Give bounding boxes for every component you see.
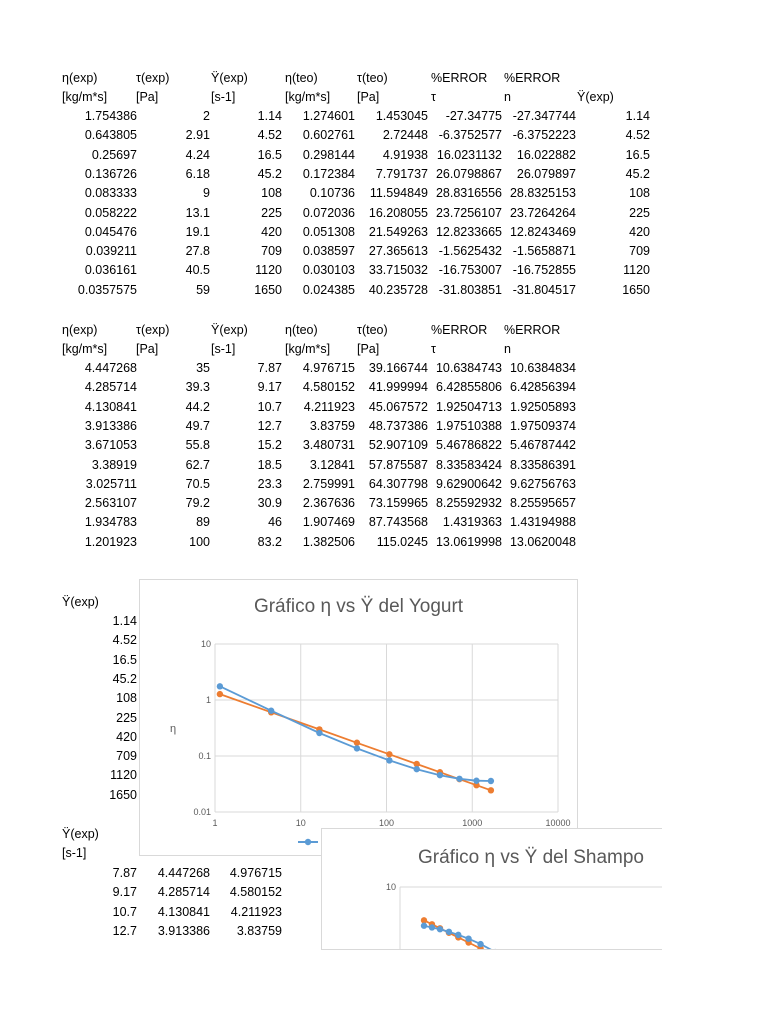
x-tick-label: 100	[378, 818, 395, 828]
table-cell: 1.92504713	[435, 399, 502, 414]
table-cell: 225	[629, 205, 650, 220]
table-cell: 4.130841	[157, 904, 210, 919]
table-cell: 6.42856394	[509, 380, 576, 395]
table-cell: 1.4319363	[442, 515, 502, 530]
table-cell: 1.14	[257, 109, 282, 123]
table-cell: 3.913386	[157, 923, 210, 938]
table-cell: 7.791737	[375, 166, 428, 181]
yogurt-chart-plot	[140, 580, 577, 855]
table-cell: 35	[196, 361, 210, 375]
table-cell: 0.024385	[302, 282, 355, 297]
table-cell: 59	[196, 282, 210, 297]
table-cell: 709	[116, 749, 137, 764]
column-header: τ(teo)	[357, 323, 388, 337]
table-cell: 225	[116, 710, 137, 725]
table-cell: 23.7264264	[509, 205, 576, 220]
y-tick-label: 1	[205, 695, 211, 705]
table-cell: 0.172384	[302, 166, 355, 181]
table-cell: 10.6384743	[435, 361, 502, 375]
table-cell: 0.039211	[85, 244, 137, 259]
exp-series-point	[217, 683, 223, 689]
column-header: Ÿ(exp)	[211, 71, 248, 85]
table-cell: 83.2	[257, 534, 282, 549]
table-cell: 0.25697	[91, 147, 137, 162]
unit-header: τ	[431, 342, 436, 356]
table-cell: 3.480731	[302, 438, 355, 453]
table-cell: 79.2	[185, 496, 210, 511]
table-cell: 4.580152	[302, 380, 355, 395]
table-cell: 3.83759	[309, 418, 355, 433]
y-tick-label: 10	[385, 882, 396, 892]
table-cell: 3.12841	[309, 457, 355, 472]
table-cell: 48.737386	[368, 418, 428, 433]
table-cell: 4.447268	[84, 361, 137, 375]
table-cell: 4.52	[625, 128, 650, 143]
table-cell: 420	[629, 224, 650, 239]
table-cell: 2.367636	[302, 496, 355, 511]
table-cell: 100	[189, 534, 210, 549]
y-axis-label: η	[169, 723, 177, 735]
table-cell: 1.92505893	[509, 399, 576, 414]
table-cell: 45.2	[257, 166, 282, 181]
table-cell: 16.0231132	[436, 147, 502, 162]
table-cell: 89	[196, 515, 210, 530]
table-cell: 108	[116, 691, 137, 706]
column-header: %ERROR	[431, 323, 488, 337]
table-cell: 2.91	[185, 128, 210, 143]
table-cell: 30.9	[257, 496, 282, 511]
column-header: η(teo)	[285, 71, 318, 85]
unit-header: [kg/m*s]	[285, 90, 331, 104]
table-cell: 6.42855806	[435, 380, 502, 395]
table-cell: 1.14	[112, 614, 137, 628]
teo-series-line	[424, 920, 547, 949]
table-cell: 6.18	[185, 166, 210, 181]
table-cell: 3.671053	[84, 438, 137, 453]
exp-series-point	[465, 935, 471, 941]
column-header: τ(teo)	[357, 71, 388, 85]
table-cell: 26.0798867	[435, 166, 502, 181]
legend-exp-marker	[305, 839, 311, 845]
table-cell: 0.036161	[84, 263, 137, 278]
table-cell: -6.3752223	[512, 128, 576, 143]
table-cell: 1.907469	[302, 515, 355, 530]
table-cell: 4.91938	[382, 147, 428, 162]
x-tick-label: 10	[295, 818, 306, 828]
table-cell: 55.8	[185, 438, 210, 453]
table-cell: -31.804517	[512, 282, 576, 297]
table-cell: 16.022882	[516, 147, 576, 162]
table-cell: 62.7	[185, 457, 210, 472]
table-cell: 16.5	[625, 147, 650, 162]
table-cell: 3.83759	[236, 923, 282, 938]
table-cell: -1.5625432	[438, 244, 502, 259]
table-cell: 27.365613	[368, 244, 428, 259]
table-cell: 1.97509374	[509, 418, 576, 433]
table-cell: 0.298144	[302, 147, 355, 162]
column-header: η(exp)	[62, 71, 98, 85]
table-cell: 0.045476	[84, 224, 137, 239]
table-cell: 1120	[110, 768, 137, 783]
y-tick-label: 0.01	[193, 807, 211, 817]
teo-series-point	[386, 751, 392, 757]
table-cell: 19.1	[185, 224, 210, 239]
table-cell: 9	[203, 186, 210, 201]
table-cell: 39.3	[185, 380, 210, 395]
column-header: Ÿ(exp)	[211, 323, 248, 337]
unit-header: [Pa]	[136, 90, 159, 104]
table-cell: 1120	[255, 263, 282, 278]
table-cell: 16.5	[112, 652, 137, 667]
table-cell: -6.3752577	[438, 128, 502, 143]
table-cell: 87.743568	[368, 515, 428, 530]
table-cell: 12.7	[257, 418, 282, 433]
table-cell: 4.285714	[84, 380, 137, 395]
table-cell: 1.382506	[302, 534, 355, 549]
exp-series-point	[354, 745, 360, 751]
table-cell: 2.563107	[84, 496, 137, 511]
table-cell: 1.43194988	[509, 515, 576, 530]
table-cell: 8.33586391	[509, 457, 576, 472]
table-cell: 41.999994	[368, 380, 428, 395]
y-tick-label: 10	[200, 639, 211, 649]
table-cell: 28.8325153	[509, 186, 576, 201]
teo-series-point	[488, 787, 494, 793]
table-cell: 4.52	[257, 128, 282, 143]
table-cell: 12.8233665	[435, 224, 502, 239]
unit-header: [s-1]	[62, 846, 87, 860]
exp-series-point	[455, 932, 461, 938]
chart-title: Gráfico η vs Ÿ del Shampo	[418, 847, 644, 868]
table-cell: 5.46787442	[509, 438, 576, 453]
table-cell: 4.211923	[230, 904, 282, 919]
table-cell: 2.72448	[382, 128, 428, 143]
table-cell: 1.453045	[375, 109, 428, 123]
table-cell: 26.079897	[516, 166, 576, 181]
table-cell: 49.7	[185, 418, 210, 433]
table-cell: 45.2	[112, 671, 137, 686]
table-cell: 8.33583424	[435, 457, 502, 472]
table-cell: 3.913386	[84, 418, 137, 433]
table-cell: 46	[268, 515, 282, 530]
table-cell: 1.934783	[84, 515, 137, 530]
table-cell: 0.136726	[84, 166, 137, 181]
table-cell: 11.594849	[369, 186, 428, 201]
chart-title: Gráfico η vs Ÿ del Yogurt	[253, 596, 464, 617]
table-cell: -1.5658871	[512, 244, 576, 259]
x-tick-label: 1	[212, 818, 218, 828]
table-cell: 4.976715	[302, 361, 355, 375]
table-cell: 27.8	[185, 244, 210, 259]
exp-series-point	[386, 757, 392, 763]
table-cell: 44.2	[185, 399, 210, 414]
unit-header: Ÿ(exp)	[577, 90, 614, 104]
table-cell: -27.34775	[445, 109, 502, 123]
table-cell: 15.2	[257, 438, 282, 453]
yogurt-chart[interactable]	[139, 579, 578, 856]
table-cell: 115.0245	[376, 534, 428, 549]
column-header: Ÿ(exp)	[62, 595, 99, 609]
exp-series-point	[429, 924, 435, 930]
table-cell: 4.580152	[229, 885, 282, 900]
table-cell: 9.17	[257, 380, 282, 395]
table-cell: 420	[116, 729, 137, 744]
table-cell: 18.5	[257, 457, 282, 472]
table-cell: 23.3	[257, 476, 282, 491]
unit-header: [Pa]	[357, 90, 380, 104]
x-tick-label: 10000	[545, 818, 571, 828]
table-cell: 1650	[254, 282, 282, 297]
table-cell: 1.754386	[84, 109, 137, 123]
table-cell: 7.87	[112, 866, 137, 880]
table-cell: 28.8316556	[435, 186, 502, 201]
table-cell: 8.25595657	[509, 496, 576, 511]
unit-header: [kg/m*s]	[285, 342, 331, 356]
table-cell: 0.072036	[302, 205, 355, 220]
table-cell: 1650	[109, 787, 137, 802]
table-cell: 108	[629, 186, 650, 201]
table-cell: -31.803851	[438, 282, 502, 297]
table-cell: 709	[629, 244, 650, 259]
table-cell: 0.0357575	[77, 282, 137, 297]
table-cell: 23.7256107	[435, 205, 502, 220]
exp-series-point	[437, 772, 443, 778]
table-cell: 8.25592932	[435, 496, 502, 511]
exp-series-point	[477, 941, 483, 947]
table-cell: 1650	[622, 282, 650, 297]
table-cell: 2	[203, 109, 210, 123]
table-cell: 9.62756763	[509, 476, 576, 491]
table-cell: 21.549263	[368, 224, 428, 239]
unit-header: [kg/m*s]	[62, 90, 108, 104]
unit-header: [s-1]	[211, 342, 236, 356]
shampoo-chart[interactable]	[321, 828, 662, 950]
table-cell: 7.87	[257, 361, 282, 375]
unit-header: n	[504, 342, 511, 356]
table-cell: 9.62900642	[435, 476, 502, 491]
table-cell: 0.10736	[309, 186, 355, 201]
table-cell: 45.2	[625, 166, 650, 181]
table-cell: 1.97510388	[435, 418, 502, 433]
table-cell: 1.14	[625, 109, 650, 123]
y-tick-label: 0.1	[198, 751, 211, 761]
column-header: Ÿ(exp)	[62, 827, 99, 841]
table-cell: -16.753007	[438, 263, 502, 278]
table-cell: 16.5	[257, 147, 282, 162]
table-cell: 10.7	[112, 904, 137, 919]
table-cell: 4.285714	[157, 885, 210, 900]
x-tick-label: 1000	[462, 818, 483, 828]
table-cell: 0.058222	[84, 205, 137, 220]
table-cell: 13.0620048	[509, 534, 576, 549]
table-cell: 0.643805	[84, 128, 137, 143]
column-header: %ERROR	[504, 71, 561, 85]
column-header: η(exp)	[62, 323, 98, 337]
unit-header: [s-1]	[211, 90, 236, 104]
table-cell: 420	[261, 224, 282, 239]
table-cell: 0.083333	[84, 186, 137, 201]
exp-series-point	[437, 926, 443, 932]
exp-series-point	[473, 778, 479, 784]
table-cell: -27.347744	[512, 109, 576, 123]
table-cell: 4.211923	[303, 399, 355, 414]
table-cell: 4.447268	[157, 866, 210, 880]
table-cell: 9.17	[112, 885, 137, 900]
unit-header: [Pa]	[357, 342, 380, 356]
table-cell: -16.752855	[512, 263, 576, 278]
exp-series-point	[316, 730, 322, 736]
table-cell: 40.5	[185, 263, 210, 278]
column-header: τ(exp)	[136, 323, 170, 337]
table-cell: 709	[261, 244, 282, 259]
exp-series-point	[488, 778, 494, 784]
table-cell: 0.030103	[302, 263, 355, 278]
teo-series-point	[217, 691, 223, 697]
table-cell: 108	[261, 186, 282, 201]
table-cell: 5.46786822	[435, 438, 502, 453]
table-cell: 1.201923	[84, 534, 137, 549]
table-cell: 1.274601	[302, 109, 355, 123]
table-cell: 45.067572	[368, 399, 428, 414]
table-cell: 64.307798	[368, 476, 428, 491]
column-header: η(teo)	[285, 323, 318, 337]
exp-series-point	[421, 923, 427, 929]
table-cell: 3.025711	[85, 476, 137, 491]
table-cell: 2.759991	[302, 476, 355, 491]
unit-header: τ	[431, 90, 436, 104]
table-cell: 57.875587	[368, 457, 428, 472]
unit-header: [Pa]	[136, 342, 159, 356]
column-header: τ(exp)	[136, 71, 170, 85]
column-header: %ERROR	[431, 71, 488, 85]
unit-header: n	[504, 90, 511, 104]
column-header: %ERROR	[504, 323, 561, 337]
table-cell: 40.235728	[368, 282, 428, 297]
table-cell: 12.7	[112, 923, 137, 938]
table-cell: 3.38919	[91, 457, 137, 472]
table-cell: 0.602761	[302, 128, 355, 143]
table-cell: 33.715032	[368, 263, 428, 278]
exp-series-point	[456, 776, 462, 782]
exp-series-line	[220, 686, 491, 781]
table-cell: 4.24	[185, 147, 210, 162]
table-cell: 39.166744	[368, 361, 428, 375]
exp-series-point	[268, 708, 274, 714]
table-cell: 13.1	[185, 205, 210, 220]
teo-series-point	[354, 740, 360, 746]
table-cell: 1120	[623, 263, 650, 278]
table-cell: 13.0619998	[435, 534, 502, 549]
table-cell: 4.976715	[229, 866, 282, 880]
table-cell: 0.038597	[302, 244, 355, 259]
table-cell: 0.051308	[302, 224, 355, 239]
table-cell: 16.208055	[368, 205, 428, 220]
table-cell: 4.52	[112, 633, 137, 648]
table-cell: 12.8243469	[509, 224, 576, 239]
table-cell: 225	[261, 205, 282, 220]
table-cell: 4.130841	[84, 399, 137, 414]
table-cell: 10.7	[257, 399, 282, 414]
table-cell: 10.6384834	[509, 361, 576, 375]
table-cell: 52.907109	[368, 438, 428, 453]
table-cell: 70.5	[185, 476, 210, 491]
shampoo-chart-plot	[322, 829, 662, 949]
unit-header: [kg/m*s]	[62, 342, 108, 356]
exp-series-point	[446, 929, 452, 935]
exp-series-point	[413, 766, 419, 772]
table-cell: 73.159965	[368, 496, 428, 511]
